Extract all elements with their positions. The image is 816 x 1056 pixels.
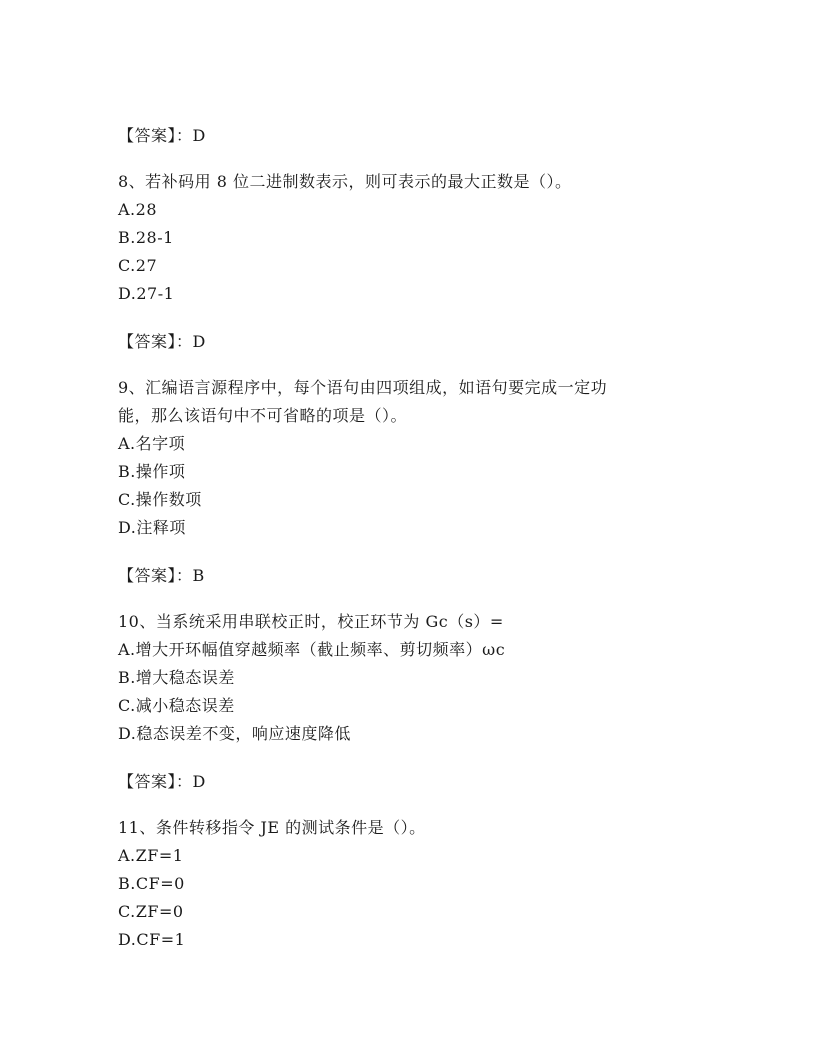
option-c: C.减小稳态误差 [118, 696, 235, 715]
question-text: 11、条件转移指令 JE 的测试条件是（）。 [118, 818, 426, 837]
answer-line: 【答案】：D [118, 332, 206, 351]
spacer [118, 796, 698, 814]
option-a: A.28 [118, 200, 157, 219]
question-text: 9、汇编语言源程序中，每个语句由四项组成，如语句要完成一定功 [118, 378, 608, 397]
option-b: B.增大稳态误差 [118, 668, 235, 687]
option-a: A.增大开环幅值穿越频率（截止频率、剪切频率）ωc [118, 640, 506, 659]
option-b: B.操作项 [118, 462, 186, 481]
option-d: D.注释项 [118, 518, 186, 537]
question-block [118, 608, 698, 748]
option-d: D.稳态误差不变，响应速度降低 [118, 724, 351, 743]
document-page [118, 122, 698, 954]
answer-line: 【答案】：D [118, 126, 206, 145]
question-text: 8、若补码用 8 位二进制数表示，则可表示的最大正数是（）。 [118, 172, 572, 191]
option-c: C.ZF=0 [118, 902, 184, 921]
question-block [118, 168, 698, 308]
answer-line: 【答案】：B [118, 566, 205, 585]
option-c: C.操作数项 [118, 490, 202, 509]
question-block [118, 814, 698, 954]
question-block [118, 374, 698, 542]
option-d: D.27-1 [118, 284, 175, 303]
option-a: A.ZF=1 [118, 846, 184, 865]
spacer [118, 748, 698, 768]
spacer [118, 542, 698, 562]
option-b: B.CF=0 [118, 874, 185, 893]
spacer [118, 308, 698, 328]
question-text: 10、当系统采用串联校正时，校正环节为 Gc（s）= [118, 612, 504, 631]
question-text-continued: 能，那么该语句中不可省略的项是（）。 [118, 406, 408, 425]
option-b: B.28-1 [118, 228, 174, 247]
spacer [118, 590, 698, 608]
option-a: A.名字项 [118, 434, 186, 453]
option-c: C.27 [118, 256, 158, 275]
spacer [118, 150, 698, 168]
spacer [118, 356, 698, 374]
option-d: D.CF=1 [118, 930, 186, 949]
answer-line: 【答案】：D [118, 772, 206, 791]
